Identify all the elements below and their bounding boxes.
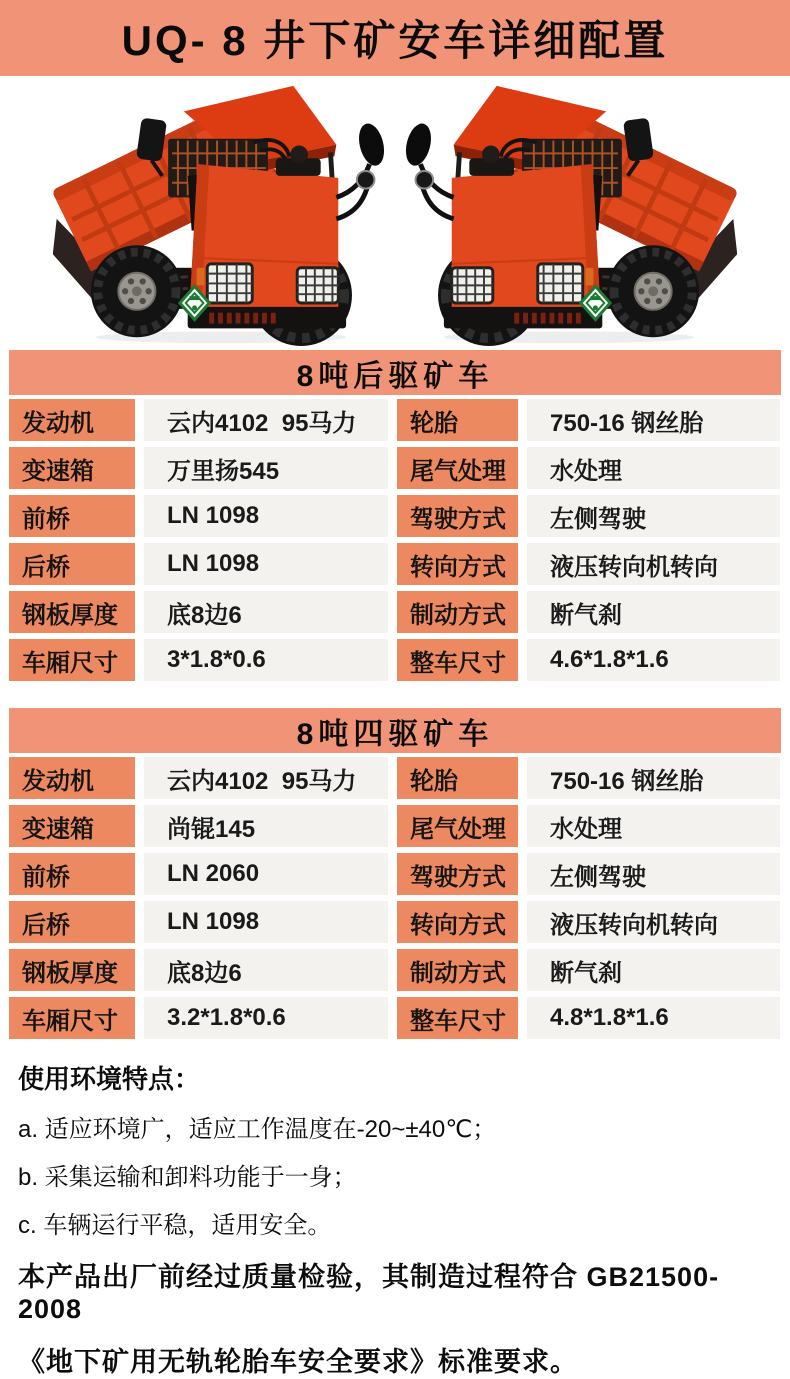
spec-label: 钢板厚度 bbox=[9, 591, 135, 633]
spec-label: 制动方式 bbox=[397, 949, 518, 991]
spec-value: 750-16 钢丝胎 bbox=[527, 757, 780, 799]
spec-label: 钢板厚度 bbox=[9, 949, 135, 991]
usage-notes-section bbox=[0, 1039, 790, 1379]
spec-value: 液压转向机转向 bbox=[527, 901, 780, 943]
spec-label: 驾驶方式 bbox=[397, 495, 518, 537]
spec-label: 制动方式 bbox=[397, 591, 518, 633]
spec-label: 前桥 bbox=[9, 853, 135, 895]
page-title: UQ- 8 井下矿安车详细配置 bbox=[121, 17, 669, 64]
certification-line-1: 本产品出厂前经过质量检验，其制造过程符合 GB21500-2008 bbox=[18, 1262, 720, 1324]
spec-value: 左侧驾驶 bbox=[527, 495, 780, 537]
feature-item-b: b. 采集运输和卸料功能于一身； bbox=[18, 1164, 357, 1191]
spec-label: 尾气处理 bbox=[397, 805, 518, 847]
spec-label: 变速箱 bbox=[9, 805, 135, 847]
spec-label: 车厢尺寸 bbox=[9, 639, 135, 681]
spec-label: 后桥 bbox=[9, 543, 135, 585]
spec-value: 3.2*1.8*0.6 bbox=[144, 997, 388, 1039]
dump-truck-image-right bbox=[397, 82, 745, 346]
spec-value: 底8边6 bbox=[144, 591, 388, 633]
spec-table-four-drive bbox=[9, 708, 781, 1039]
spec-grid bbox=[9, 399, 781, 681]
table-title-rear-drive: 8吨后驱矿车 bbox=[9, 350, 781, 395]
spec-label: 转向方式 bbox=[397, 543, 518, 585]
spec-label: 发动机 bbox=[9, 399, 135, 441]
spec-value: 断气刹 bbox=[527, 591, 780, 633]
spec-label: 转向方式 bbox=[397, 901, 518, 943]
spec-value: 750-16 钢丝胎 bbox=[527, 399, 780, 441]
spec-value: LN 2060 bbox=[144, 853, 388, 895]
spec-label: 变速箱 bbox=[9, 447, 135, 489]
spec-value: 水处理 bbox=[527, 447, 780, 489]
spec-label: 尾气处理 bbox=[397, 447, 518, 489]
page-title-banner bbox=[0, 0, 790, 76]
spec-value: 断气刹 bbox=[527, 949, 780, 991]
spec-value: 云内4102 95马力 bbox=[144, 399, 388, 441]
dump-truck-image-left bbox=[45, 82, 393, 346]
table-title-four-drive: 8吨四驱矿车 bbox=[9, 708, 781, 753]
spec-value: 液压转向机转向 bbox=[527, 543, 780, 585]
spec-table-rear-drive bbox=[9, 350, 781, 681]
spec-label: 前桥 bbox=[9, 495, 135, 537]
spec-label: 轮胎 bbox=[397, 757, 518, 799]
spec-value: LN 1098 bbox=[144, 495, 388, 537]
spec-value: LN 1098 bbox=[144, 543, 388, 585]
feature-item-c: c. 车辆运行平稳，适用安全。 bbox=[18, 1212, 332, 1239]
spec-value: 尚锟145 bbox=[144, 805, 388, 847]
feature-item-a: a. 适应环境广，适应工作温度在-20~±40℃； bbox=[18, 1116, 497, 1143]
spec-value: 3*1.8*0.6 bbox=[144, 639, 388, 681]
spec-value: 底8边6 bbox=[144, 949, 388, 991]
certification-line-2: 《地下矿用无轨轮胎车安全要求》标准要求。 bbox=[18, 1347, 578, 1377]
spec-label: 后桥 bbox=[9, 901, 135, 943]
truck-images-section bbox=[0, 76, 790, 350]
spec-value: 水处理 bbox=[527, 805, 780, 847]
spec-value: 左侧驾驶 bbox=[527, 853, 780, 895]
spec-label: 发动机 bbox=[9, 757, 135, 799]
spec-value: 云内4102 95马力 bbox=[144, 757, 388, 799]
spec-label: 驾驶方式 bbox=[397, 853, 518, 895]
spec-value: 4.8*1.8*1.6 bbox=[527, 997, 780, 1039]
spec-label: 车厢尺寸 bbox=[9, 997, 135, 1039]
spec-label: 轮胎 bbox=[397, 399, 518, 441]
spec-grid bbox=[9, 757, 781, 1039]
features-title: 使用环境特点： bbox=[18, 1064, 201, 1094]
spec-value: 万里扬545 bbox=[144, 447, 388, 489]
spec-value: 4.6*1.8*1.6 bbox=[527, 639, 780, 681]
spec-value: LN 1098 bbox=[144, 901, 388, 943]
spec-label: 整车尺寸 bbox=[397, 639, 518, 681]
spec-label: 整车尺寸 bbox=[397, 997, 518, 1039]
